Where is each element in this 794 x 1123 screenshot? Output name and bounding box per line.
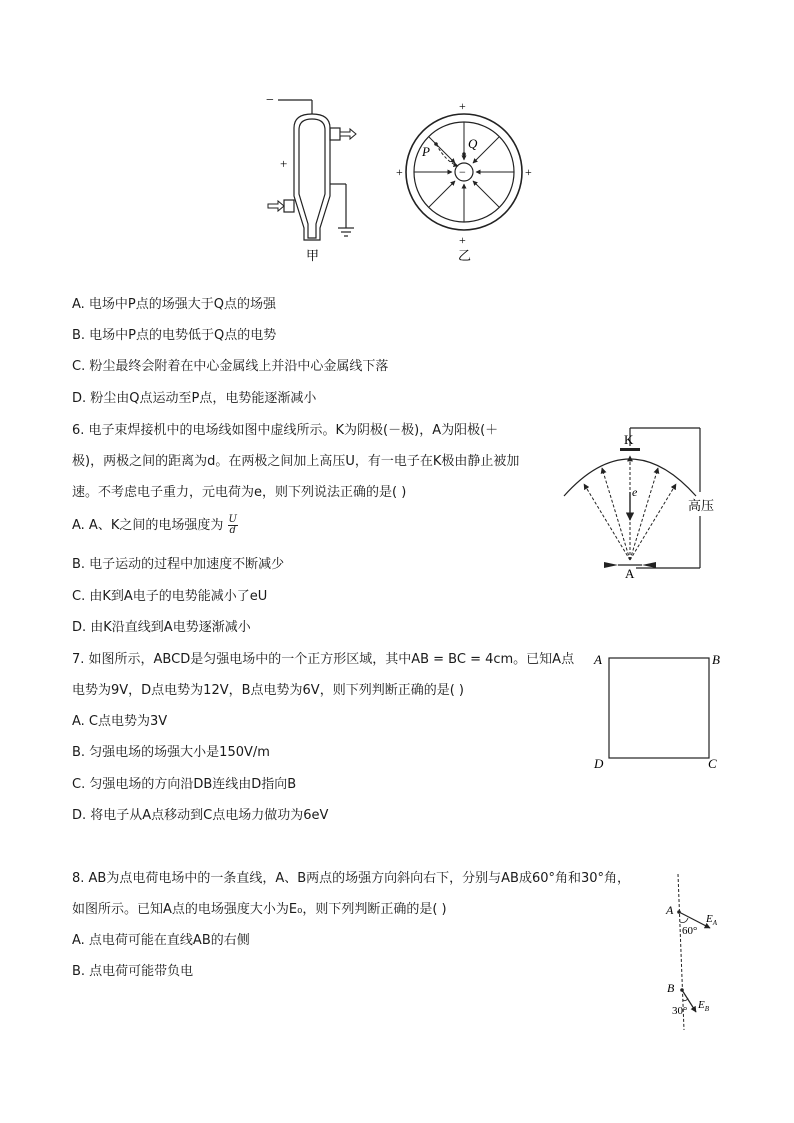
point-P-label: P — [422, 144, 430, 159]
q6-option-c: C. 由K到A电子的电势能减小了eU — [72, 589, 268, 604]
cross-section-yi — [396, 99, 532, 263]
figure-electron-welder — [556, 424, 736, 580]
q6-option-a-text: A. A、K之间的电场强度为 — [72, 518, 224, 533]
q8-stem-line1: 8. AB为点电荷电场中的一条直线，A、B两点的场强方向斜向右下，分别与AB成60°角和30°角， — [72, 871, 631, 886]
q6-stem-line2: 极)，两极之间的距离为d。在两极之间加上高压U，有一电子在K极由静止被加 — [72, 454, 520, 469]
A-label: A — [625, 566, 635, 580]
svg-text:+: + — [525, 165, 532, 179]
e-label: e — [632, 485, 638, 499]
svg-text:+: + — [459, 233, 466, 247]
q5-option-b: B. 电场中P点的电势低于Q点的电势 — [72, 328, 277, 343]
svg-text:−: − — [459, 165, 466, 179]
angle-60-label: 60° — [682, 925, 698, 937]
line-A-label: A — [666, 903, 674, 917]
q7-option-b: B. 匀强电场的场强大小是150V/m — [72, 745, 270, 760]
q5-option-c: C. 粉尘最终会附着在中心金属线上并沿中心金属线下落 — [72, 359, 389, 374]
square-D-label: D — [594, 756, 604, 771]
q6-stem-line1: 6. 电子束焊接机中的电场线如图中虚线所示。K为阴极(－极)，A为阳极(＋ — [72, 423, 499, 438]
q8-option-a: A. 点电荷可能在直线AB的右侧 — [72, 933, 250, 948]
angle-30-label: 30° — [672, 1005, 688, 1017]
apparatus-jia — [278, 100, 354, 240]
EB-label: $E_B$ — [698, 999, 710, 1013]
high-voltage-label: 高压 — [688, 498, 715, 513]
K-label: K — [624, 432, 634, 447]
jia-label: 甲 — [306, 248, 320, 263]
jia-plus-sign: + — [280, 156, 288, 171]
q6-option-a — [72, 515, 238, 536]
q7-stem-line1: 7. 如图所示，ABCD是匀强电场中的一个正方形区域，其中AB = BC = 4cm。已知A点 — [72, 652, 575, 667]
outflow-arrow-icon — [340, 129, 356, 139]
fraction-u-over-d: $\frac{U}{d}$ — [228, 514, 237, 536]
svg-text:+: + — [396, 165, 403, 179]
q8-option-b: B. 点电荷可能带负电 — [72, 964, 194, 979]
q6-option-d: D. 由K沿直线到A电势逐渐减小 — [72, 620, 251, 635]
svg-text:+: + — [459, 99, 466, 113]
square-C-label: C — [708, 756, 717, 771]
square-B-label: B — [712, 652, 720, 667]
point-Q-label: Q — [468, 136, 478, 151]
yi-label: 乙 — [458, 248, 472, 263]
q7-option-d: D. 将电子从A点移动到C点电场力做功为6eV — [72, 808, 329, 823]
q7-stem-line2: 电势为9V，D点电势为12V，B点电势为6V，则下列判断正确的是( ) — [72, 683, 464, 698]
figure-dust-collector — [250, 88, 550, 268]
q5-option-a: A. 电场中P点的场强大于Q点的场强 — [72, 297, 277, 312]
line-B-label: B — [667, 981, 675, 995]
square-A-label: A — [594, 652, 602, 667]
EA-label: $E_A$ — [706, 913, 718, 927]
figure-line-ab — [656, 872, 736, 1032]
q6-stem-line3: 速。不考虑电子重力，元电荷为e，则下列说法正确的是( ) — [72, 485, 407, 500]
q6-option-b: B. 电子运动的过程中加速度不断减少 — [72, 557, 285, 572]
q5-option-d: D. 粉尘由Q点运动至P点，电势能逐渐减小 — [72, 391, 317, 406]
inflow-arrow-icon — [268, 201, 284, 211]
q7-option-a: A. C点电势为3V — [72, 714, 168, 729]
figure-square-abcd — [588, 648, 728, 776]
q8-stem-line2: 如图所示。已知A点的电场强度大小为E₀，则下列判断正确的是( ) — [72, 902, 447, 917]
q7-option-c: C. 匀强电场的方向沿DB连线由D指向B — [72, 777, 297, 792]
jia-minus-sign: − — [266, 93, 274, 108]
